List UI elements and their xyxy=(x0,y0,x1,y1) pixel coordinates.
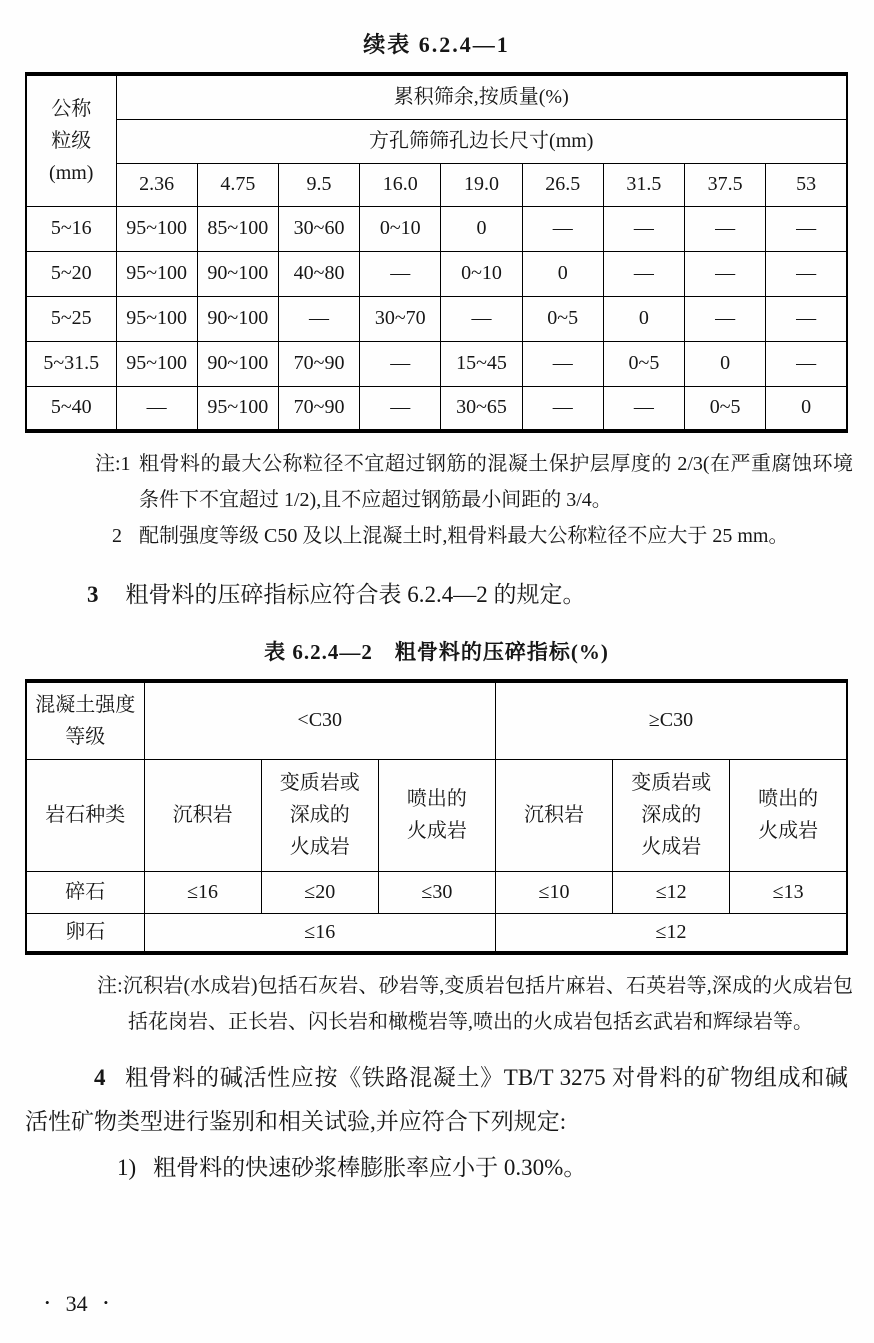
crushing-value: ≤16 xyxy=(144,871,261,913)
grading-cell: 95~100 xyxy=(116,296,197,341)
table-row xyxy=(26,296,847,341)
table2-caption-title: 粗骨料的压碎指标(%) xyxy=(394,640,609,664)
clause-text: 粗骨料的碱活性应按《铁路混凝土》TB/T 3275 对骨料的矿物组成和碱活性矿物类型进行鉴别和相关试验,并应符合下列规定: xyxy=(25,1065,848,1134)
grading-cell: 30~65 xyxy=(441,386,522,431)
clause-3 xyxy=(25,578,848,612)
grading-cell: — xyxy=(522,386,603,431)
grading-cell: 0 xyxy=(685,341,766,386)
item-text: 粗骨料的快速砂浆棒膨胀率应小于 0.30%。 xyxy=(153,1155,587,1180)
table1-note-1 xyxy=(95,446,853,518)
crushing-value: ≤12 xyxy=(495,913,847,953)
grading-cell: — xyxy=(685,296,766,341)
grading-cell: 0~10 xyxy=(441,251,522,296)
strength-grade-header-cell xyxy=(26,681,144,759)
grading-cell: 70~90 xyxy=(278,386,359,431)
grading-cell: 0 xyxy=(766,386,847,431)
row-label: 5~40 xyxy=(26,386,116,431)
table-row xyxy=(26,913,847,953)
grading-cell: — xyxy=(116,386,197,431)
grading-cell: 0 xyxy=(441,206,522,251)
nominal-size-line3: (mm) xyxy=(49,161,94,184)
row-label: 5~16 xyxy=(26,206,116,251)
clause-4 xyxy=(25,1056,848,1144)
row-label: 卵石 xyxy=(26,913,144,953)
grading-cell: — xyxy=(441,296,522,341)
footer-page-number: 34 xyxy=(65,1291,88,1316)
grading-cell: 30~60 xyxy=(278,206,359,251)
clause-number: 4 xyxy=(94,1065,106,1090)
clause-text: 粗骨料的压碎指标应符合表 6.2.4—2 的规定。 xyxy=(125,582,586,607)
grading-cell: 95~100 xyxy=(197,386,278,431)
grading-cell: — xyxy=(766,341,847,386)
grading-cell: — xyxy=(766,206,847,251)
cumulative-residue-header: 累积筛余,按质量(%) xyxy=(116,74,847,119)
page-number xyxy=(45,1291,108,1317)
table2-caption xyxy=(25,636,848,666)
grading-cell: 30~70 xyxy=(360,296,441,341)
grading-cell: 0~5 xyxy=(522,296,603,341)
row-label: 碎石 xyxy=(26,871,144,913)
row-label: 5~25 xyxy=(26,296,116,341)
clause-4-item-1 xyxy=(25,1151,848,1185)
table-row xyxy=(26,341,847,386)
table-row xyxy=(26,871,847,913)
sedimentary-header: 沉积岩 xyxy=(495,759,612,871)
strength-grade-line2: 等级 xyxy=(65,725,106,748)
grading-cell: 95~100 xyxy=(116,251,197,296)
crushing-value: ≤10 xyxy=(495,871,612,913)
grading-cell: — xyxy=(685,206,766,251)
crushing-value: ≤20 xyxy=(261,871,378,913)
grading-cell: 95~100 xyxy=(116,341,197,386)
grading-cell: — xyxy=(685,251,766,296)
grading-cell: 15~45 xyxy=(441,341,522,386)
footer-left-dot: • xyxy=(45,1295,50,1310)
sedimentary-header: 沉积岩 xyxy=(144,759,261,871)
table1-note-2 xyxy=(95,518,853,554)
clause-number: 3 xyxy=(87,582,99,607)
crushing-value: ≤30 xyxy=(378,871,495,913)
grading-cell: — xyxy=(603,386,684,431)
note-label: 注:1 xyxy=(95,453,131,475)
table-row xyxy=(26,386,847,431)
sieve-size-row xyxy=(26,163,847,206)
grading-cell: — xyxy=(766,296,847,341)
grading-cell: 0 xyxy=(522,251,603,296)
footer-right-dot: • xyxy=(103,1295,109,1310)
table2-notes xyxy=(97,968,853,1040)
grading-cell: 85~100 xyxy=(197,206,278,251)
grading-cell: 0 xyxy=(603,296,684,341)
grading-cell: — xyxy=(603,251,684,296)
table2-caption-number: 表 6.2.4—2 xyxy=(264,640,373,664)
grading-cell: — xyxy=(360,386,441,431)
table1-caption: 续表 6.2.4—1 xyxy=(363,32,510,57)
sieve-gradation-table xyxy=(25,72,848,433)
crushing-index-table xyxy=(25,679,848,955)
note-text: 沉积岩(水成岩)包括石灰岩、砂岩等,变质岩包括片麻岩、石英岩等,深成的火成岩包括花岗岩、正长岩、闪长岩和橄榄岩等,喷出的火成岩包括玄武岩和辉绿岩等。 xyxy=(122,975,853,1033)
table-row xyxy=(26,206,847,251)
sieve-size-header: 53 xyxy=(766,163,847,206)
grading-cell: 0~10 xyxy=(360,206,441,251)
table1-notes xyxy=(95,446,853,554)
nominal-size-header-cell xyxy=(26,74,116,206)
square-sieve-size-header: 方孔筛筛孔边长尺寸(mm) xyxy=(116,119,847,163)
sieve-size-header: 16.0 xyxy=(360,163,441,206)
sieve-size-header: 9.5 xyxy=(278,163,359,206)
sieve-size-header: 4.75 xyxy=(197,163,278,206)
ge-c30-header: ≥C30 xyxy=(495,681,847,759)
extrusive-header: 喷出的 火成岩 xyxy=(730,759,847,871)
note-text: 粗骨料的最大公称粒径不宜超过钢筋的混凝土保护层厚度的 2/3(在严重腐蚀环境条件下不宜超过 1/2),且不应超过钢筋最小间距的 3/4。 xyxy=(139,453,853,511)
grading-cell: — xyxy=(766,251,847,296)
sieve-size-header: 26.5 xyxy=(522,163,603,206)
grading-cell: 90~100 xyxy=(197,296,278,341)
item-label: 1) xyxy=(117,1155,137,1180)
grading-cell: — xyxy=(278,296,359,341)
table-row xyxy=(26,251,847,296)
sieve-size-header: 31.5 xyxy=(603,163,684,206)
sieve-size-header: 2.36 xyxy=(116,163,197,206)
grading-cell: 0~5 xyxy=(685,386,766,431)
lt-c30-header: <C30 xyxy=(144,681,495,759)
table2-note xyxy=(97,968,853,1040)
crushing-value: ≤16 xyxy=(144,913,495,953)
nominal-size-line1: 公称 xyxy=(51,97,92,120)
strength-grade-line1: 混凝土强度 xyxy=(35,693,136,716)
crushing-value: ≤12 xyxy=(613,871,730,913)
grading-cell: 90~100 xyxy=(197,251,278,296)
grading-cell: — xyxy=(360,251,441,296)
crushing-value: ≤13 xyxy=(730,871,847,913)
grading-cell: — xyxy=(522,206,603,251)
row-label: 5~20 xyxy=(26,251,116,296)
metamorphic-header: 变质岩或 深成的 火成岩 xyxy=(261,759,378,871)
grading-cell: 40~80 xyxy=(278,251,359,296)
note-label: 2 xyxy=(112,525,122,547)
note-text: 配制强度等级 C50 及以上混凝土时,粗骨料最大公称粒径不应大于 25 mm。 xyxy=(139,525,789,547)
note-label: 注: xyxy=(97,975,123,997)
sieve-size-header: 19.0 xyxy=(441,163,522,206)
sieve-size-header: 37.5 xyxy=(685,163,766,206)
grading-cell: 90~100 xyxy=(197,341,278,386)
grading-cell: 0~5 xyxy=(603,341,684,386)
grading-cell: — xyxy=(360,341,441,386)
nominal-size-line2: 粒级 xyxy=(51,129,92,152)
extrusive-header: 喷出的 火成岩 xyxy=(378,759,495,871)
rock-type-label: 岩石种类 xyxy=(26,759,144,871)
grading-cell: 70~90 xyxy=(278,341,359,386)
grading-cell: 95~100 xyxy=(116,206,197,251)
metamorphic-header: 变质岩或 深成的 火成岩 xyxy=(613,759,730,871)
grading-cell: — xyxy=(603,206,684,251)
row-label: 5~31.5 xyxy=(26,341,116,386)
grading-cell: — xyxy=(522,341,603,386)
